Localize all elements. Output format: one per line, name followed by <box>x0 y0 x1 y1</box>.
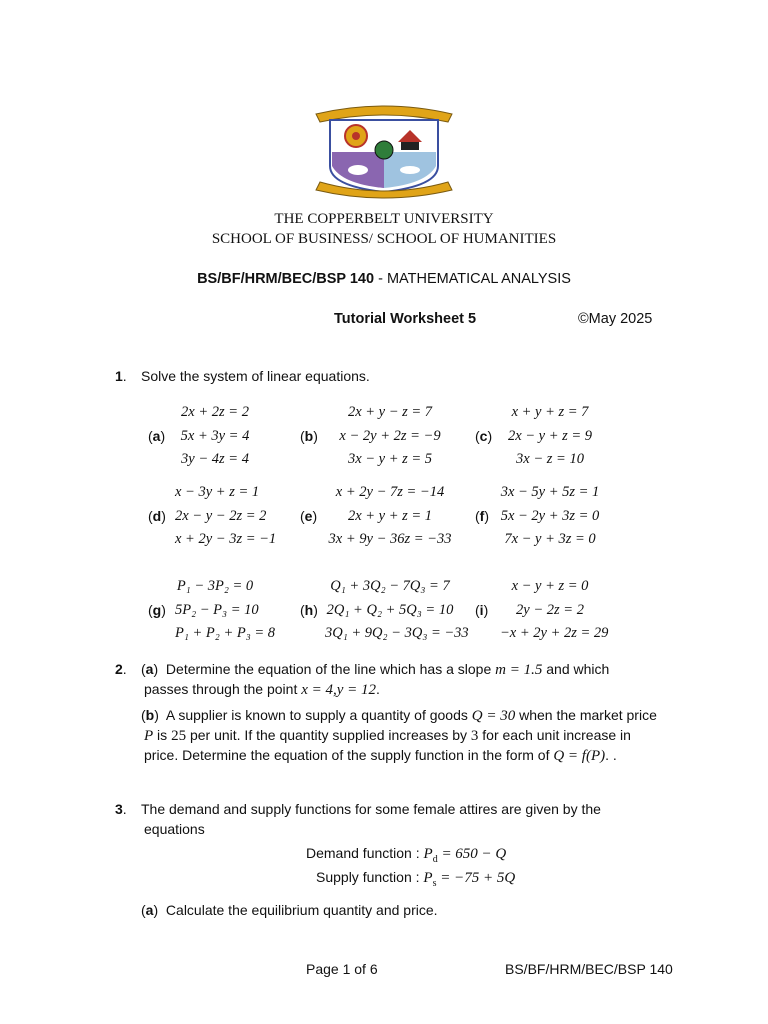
equation: 2x − y − 2z = 2 <box>175 507 267 524</box>
question-2: 2. <box>115 661 127 677</box>
system-label-h: (h) <box>300 602 318 618</box>
system-label-f: (f) <box>475 508 490 524</box>
system-i <box>500 575 609 646</box>
q2a-line1: (a) Determine the equation of the line which has a slope m = 1.5 and which <box>141 661 610 678</box>
q2b-line2: P is 25 per unit. If the quantity supplied increases by 3 for each unit increase in <box>144 727 631 744</box>
equation: 2y − 2z = 2 <box>516 601 584 618</box>
equation: 7x − y + 3z = 0 <box>504 531 596 547</box>
system-d <box>175 481 277 552</box>
worksheet-date: ©May 2025 <box>578 311 653 327</box>
q2a-line2: passes through the point x = 4,y = 12. <box>144 681 380 698</box>
system-label-i: (i) <box>475 602 489 618</box>
equation: 3x − 5y + 5z = 1 <box>500 484 600 500</box>
question-1: 1. <box>115 368 127 384</box>
system-a <box>175 401 255 472</box>
worksheet-title: Tutorial Worksheet 5 <box>334 311 477 327</box>
equation: P₁ − 3P₂ = 0 <box>176 578 254 594</box>
university-name: THE COPPERBELT UNIVERSITY <box>274 211 494 227</box>
equation: x + 2y − 7z = −14 <box>335 484 445 500</box>
course-name: - MATHEMATICAL ANALYSIS <box>374 271 571 287</box>
equation: 5x − 2y + 3z = 0 <box>500 507 600 524</box>
q2b-line1: (b) A supplier is known to supply a quantity of goods Q = 30 when the market price <box>141 707 657 724</box>
equation: x + 2y − 3z = −1 <box>175 531 277 547</box>
system-label-d: (d) <box>148 508 166 524</box>
equation: x − 3y + z = 1 <box>175 484 260 500</box>
university-crest-logo <box>312 100 456 200</box>
equation: x + y + z = 7 <box>511 404 589 420</box>
q3a: (a) Calculate the equilibrium quantity and price. <box>141 902 438 918</box>
equation: Q₁ + 3Q₂ − 7Q₃ = 7 <box>330 578 450 594</box>
system-label-c: (c) <box>475 428 493 444</box>
equation: 2Q₁ + Q₂ + 5Q₃ = 10 <box>326 601 454 618</box>
q3-text-line1: The demand and supply functions for some female attires are given by the <box>141 801 601 817</box>
school-name: SCHOOL OF BUSINESS/ SCHOOL OF HUMANITIES <box>211 231 557 247</box>
equation: 3x + 9y − 36z = −33 <box>328 531 452 547</box>
q2b-line3: price. Determine the equation of the supply function in the form of Q = f(P). . <box>144 747 617 764</box>
equation: 2x + y − z = 7 <box>347 404 433 420</box>
system-label-g: (g) <box>148 602 166 618</box>
system-f <box>500 481 600 552</box>
equation: x − y + z = 0 <box>511 578 589 594</box>
equation: 2x − y + z = 9 <box>507 427 593 444</box>
equation: 3Q₁ + 9Q₂ − 3Q₃ = −33 <box>325 625 469 641</box>
question-1-text: Solve the system of linear equations. <box>141 368 370 384</box>
question-3: 3. <box>115 801 127 817</box>
equation: 3y − 4z = 4 <box>181 451 249 467</box>
equation: 3x − z = 10 <box>516 451 584 467</box>
footer-course-code: BS/BF/HRM/BEC/BSP 140 <box>505 961 673 977</box>
equation: 2x + 2z = 2 <box>181 404 249 420</box>
equation: 2x + y + z = 1 <box>347 507 433 524</box>
system-label-b: (b) <box>300 428 318 444</box>
equation: −x + 2y + 2z = 29 <box>500 625 609 641</box>
equation: 3x − y + z = 5 <box>347 451 433 467</box>
demand-function: Demand function : $P_d = 650 - Q$ <box>306 845 507 865</box>
system-e <box>325 481 455 552</box>
system-g <box>175 575 276 646</box>
system-h <box>325 575 469 646</box>
system-b <box>325 401 455 472</box>
system-label-e: (e) <box>300 508 318 524</box>
equation: 5P₂ − P₃ = 10 <box>175 601 259 618</box>
system-label-a: (a) <box>148 428 166 444</box>
q3-text-line2: equations <box>144 821 205 837</box>
course-title <box>0 271 768 287</box>
system-c <box>500 401 600 472</box>
course-code: BS/BF/HRM/BEC/BSP 140 <box>197 271 375 287</box>
supply-function: Supply function : $P_s = -75 + 5Q$ <box>316 869 516 889</box>
page-number: Page 1 of 6 <box>306 961 378 977</box>
equation: 5x + 3y = 4 <box>180 427 250 444</box>
equation: x − 2y + 2z = −9 <box>339 427 441 444</box>
equation: P₁ + P₂ + P₃ = 8 <box>175 625 276 641</box>
